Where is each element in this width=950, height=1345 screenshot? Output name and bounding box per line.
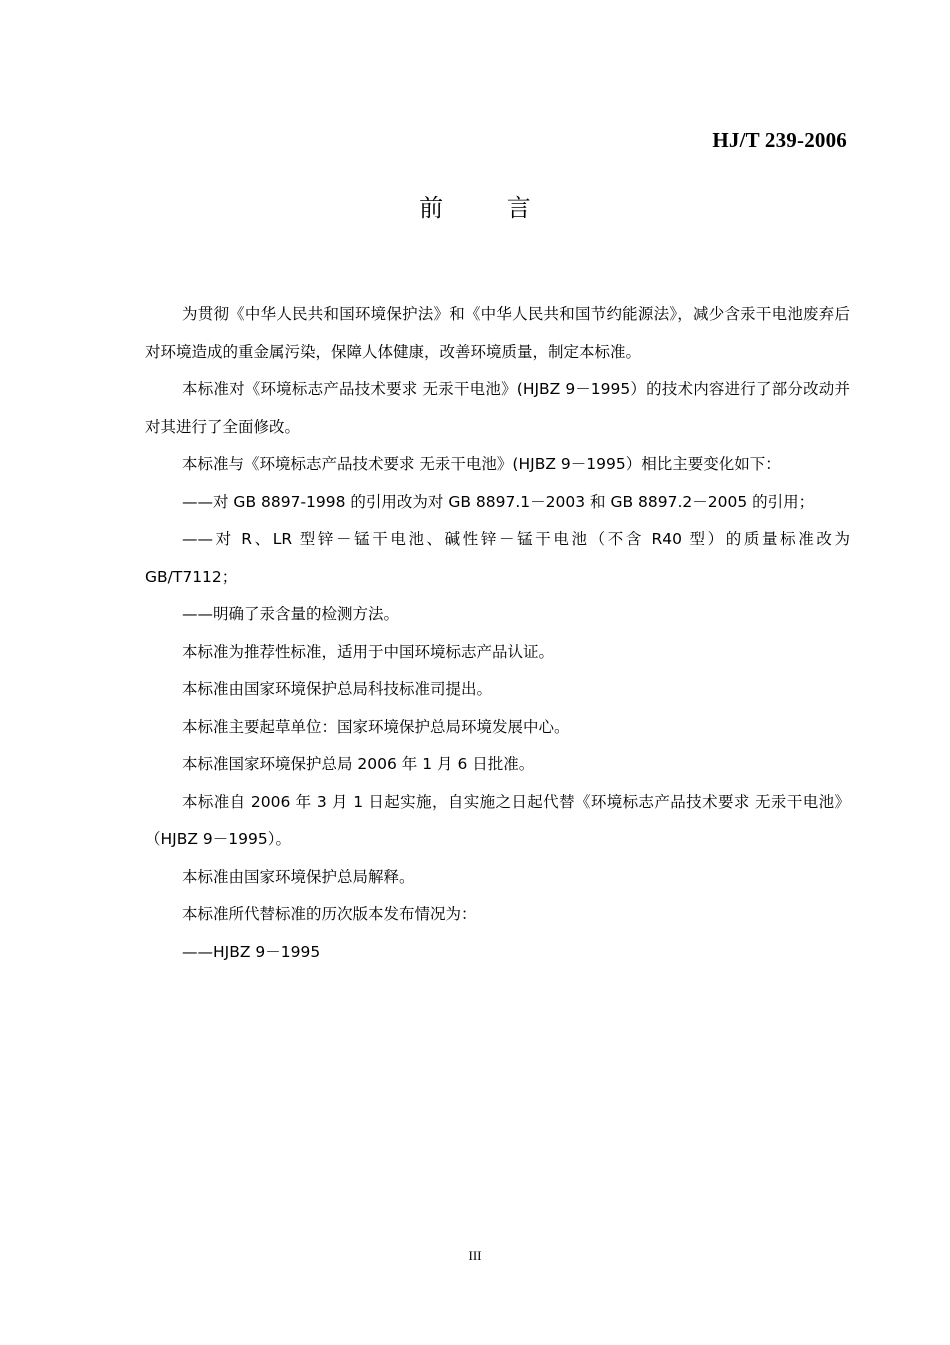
paragraph-approval: 本标准国家环境保护总局 2006 年 1 月 6 日批准。 [182,755,535,773]
standard-code: HJ/T 239-2006 [712,128,847,152]
paragraph-drafter: 本标准主要起草单位：国家环境保护总局环境发展中心。 [182,717,570,736]
paragraph-proposer: 本标准由国家环境保护总局科技标准司提出。 [182,680,493,698]
paragraph-revision: 本标准对《环境标志产品技术要求 无汞干电池》(HJBZ 9－1995）的技术内容进行了部分改动并对其进行了全面修改。 [145,380,850,436]
paragraph-changes-intro: 本标准与《环境标志产品技术要求 无汞干电池》(HJBZ 9－1995）相比主要变化如下： [182,455,781,473]
paragraph-interpretation: 本标准由国家环境保护总局解释。 [182,867,415,886]
paragraph-effective: 本标准自 2006 年 3 月 1 日起实施，自实施之日起代替《环境标志产品技术要求 无汞干电池》（HJBZ 9－1995）。 [145,792,850,848]
list-item-change-3: ——明确了汞含量的检测方法。 [182,605,400,623]
list-item-change-2: ——对 R、LR 型锌－锰干电池、碱性锌－锰干电池（不含 R40 型）的质量标准改为 GB/T7112； [145,530,850,586]
list-item-history: ——HJBZ 9－1995 [182,942,321,961]
paragraph-purpose: 为贯彻《中华人民共和国环境保护法》和《中华人民共和国节约能源法》，减少含汞干电池废弃后对环境造成的重金属污染，保障人体健康，改善环境质量，制定本标准。 [145,305,850,361]
page-title: 前 言 [419,194,559,222]
page-number: III [468,1248,482,1263]
list-item-change-1: ——对 GB 8897-1998 的引用改为对 GB 8897.1－2003 和 GB 8897.2－2005 的引用； [182,492,815,511]
foreword-body [145,296,850,971]
paragraph-recommended: 本标准为推荐性标准，适用于中国环境标志产品认证。 [182,642,555,661]
paragraph-history-intro: 本标准所代替标准的历次版本发布情况为： [182,905,477,923]
